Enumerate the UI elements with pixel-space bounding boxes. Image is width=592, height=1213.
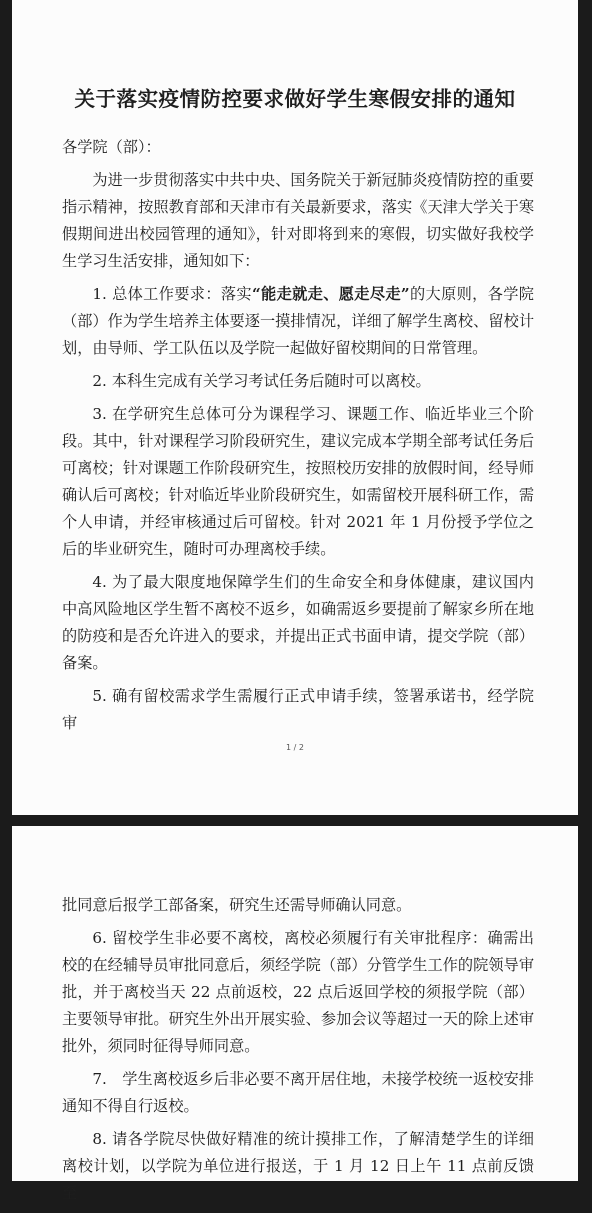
document-page-1 xyxy=(12,0,578,815)
item-3-paragraph: 3. 在学研究生总体可分为课程学习、课题工作、临近毕业三个阶段。其中，针对课程学习阶段研究生，建议完成本学期全部考试任务后可离校；针对课题工作阶段研究生，按照校历安排的放假时间，经导师确认后可离校；针对临近毕业阶段研究生，如需留校开展科研工作，需个人申请，并经审核通过后可留校。针对 2021 年 1 月份授予学位之后的毕业研究生，随时可办理离校手续。 xyxy=(62,405,534,558)
item-6-paragraph: 6. 留校学生非必要不离校，离校必须履行有关审批程序：确需出校的在经辅导员审批同意后，须经学院（部）分管学生工作的院领导审批，并于离校当天 22 点前返校，22 点后返回学校的须报学院（部）主要领导审批。研究生外出开展实验、参加会议等超过一天的除上述审批外，须同时征得导师同意。 xyxy=(62,929,534,1055)
page-2-body xyxy=(62,892,534,1213)
item-2-paragraph: 2. 本科生完成有关学习考试任务后随时可以离校。 xyxy=(92,372,431,390)
page-number: 1 / 2 xyxy=(286,743,304,752)
item-5-paragraph-end: 批同意后报学工部备案，研究生还需导师确认同意。 xyxy=(62,896,412,914)
salutation: 各学院（部）： xyxy=(62,138,161,156)
item-1-emphasis: “能走就走、愿走尽走” xyxy=(251,285,410,303)
document-page-2 xyxy=(12,826,578,1202)
item-4-paragraph: 4. 为了最大限度地保障学生们的生命安全和身体健康，建议国内中高风险地区学生暂不离校不返乡，如确需返乡要提前了解家乡所在地的防疫和是否允许进入的要求，并提出正式书面申请，提交学院（部）备案。 xyxy=(62,573,534,672)
page-1-body xyxy=(62,134,534,743)
intro-paragraph: 为进一步贯彻落实中共中央、国务院关于新冠肺炎疫情防控的重要指示精神，按照教育部和天津市有关最新要求，落实《天津大学关于寒假期间进出校园管理的通知》，针对即将到来的寒假，切实做好我校学生学习生活安排，通知如下： xyxy=(62,171,534,270)
item-1-suffix: 的大原则，各学院（部）作为学生培养主体要逐一摸排情况，详细了解学生离校、留校计划，由导师、学工队伍以及学院一起做好留校期间的日常管理。 xyxy=(62,285,534,357)
item-5-paragraph-start: 5. 确有留校需求学生需履行正式申请手续，签署承诺书，经学院审 xyxy=(62,687,534,732)
item-1-prefix: 1. 总体工作要求：落实 xyxy=(92,285,252,303)
item-7-paragraph: 7. 学生离校返乡后非必要不离开居住地，未接学校统一返校安排通知不得自行返校。 xyxy=(62,1070,534,1115)
item-8-paragraph: 8. 请各学院尽快做好精准的统计摸排工作，了解清楚学生的详细离校计划，以学院为单位进行报送，于 1 月 12 日上午 11 点前反馈至 xyxy=(62,1130,534,1202)
document-title: 关于落实疫情防控要求做好学生寒假安排的通知 xyxy=(74,87,516,111)
item-1-paragraph xyxy=(62,281,534,362)
